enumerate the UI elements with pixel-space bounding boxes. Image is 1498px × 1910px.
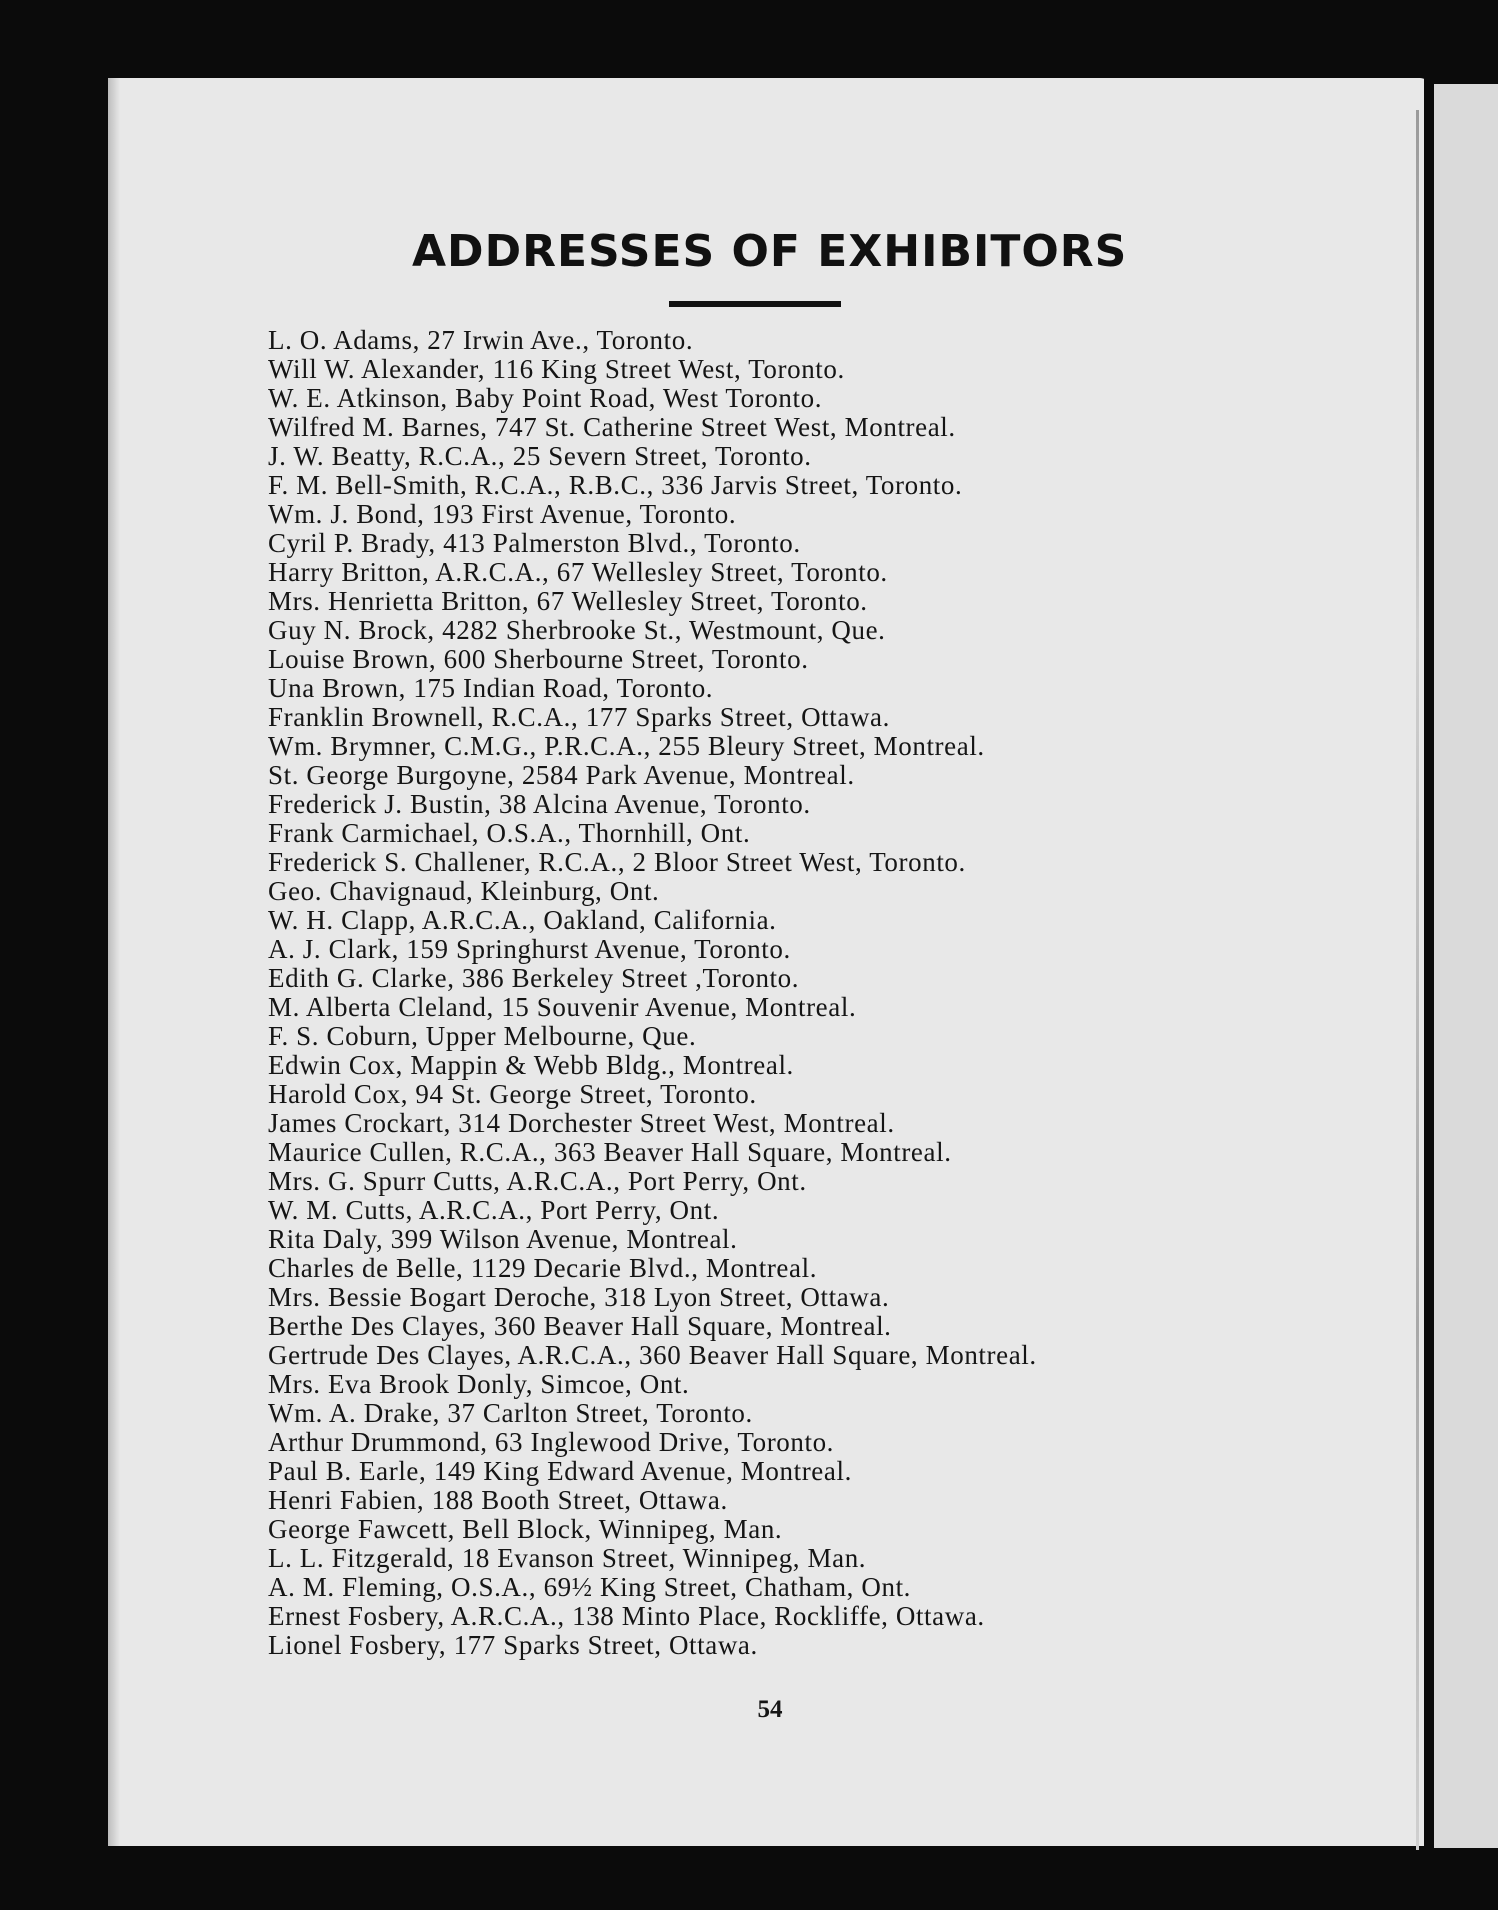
list-item: A. J. Clark, 159 Springhurst Avenue, Toronto.	[268, 934, 791, 964]
list-item: Wilfred M. Barnes, 747 St. Catherine Street West, Montreal.	[268, 412, 956, 442]
list-item: Charles de Belle, 1129 Decarie Blvd., Montreal.	[268, 1253, 818, 1283]
list-item: Maurice Cullen, R.C.A., 363 Beaver Hall Square, Montreal.	[268, 1137, 952, 1167]
list-item: George Fawcett, Bell Block, Winnipeg, Man.	[268, 1514, 783, 1544]
list-item: Mrs. Eva Brook Donly, Simcoe, Ont.	[268, 1369, 690, 1399]
list-item: Guy N. Brock, 4282 Sherbrooke St., Westmount, Que.	[268, 615, 886, 645]
list-item: Louise Brown, 600 Sherbourne Street, Toronto.	[268, 644, 809, 674]
list-item: W. M. Cutts, A.R.C.A., Port Perry, Ont.	[268, 1195, 720, 1225]
list-item: Wm. Brymner, C.M.G., P.R.C.A., 255 Bleury Street, Montreal.	[268, 731, 985, 761]
list-item: Mrs. G. Spurr Cutts, A.R.C.A., Port Perry, Ont.	[268, 1166, 807, 1196]
list-item: Rita Daly, 399 Wilson Avenue, Montreal.	[268, 1224, 738, 1254]
list-item: Arthur Drummond, 63 Inglewood Drive, Toronto.	[268, 1427, 835, 1457]
list-item: Paul B. Earle, 149 King Edward Avenue, Montreal.	[268, 1456, 852, 1486]
list-item: J. W. Beatty, R.C.A., 25 Severn Street, Toronto.	[268, 441, 812, 471]
list-item: A. M. Fleming, O.S.A., 69½ King Street, Chatham, Ont.	[268, 1572, 912, 1602]
list-item: Cyril P. Brady, 413 Palmerston Blvd., Toronto.	[268, 528, 801, 558]
list-item: St. George Burgoyne, 2584 Park Avenue, Montreal.	[268, 760, 855, 790]
list-item: Mrs. Bessie Bogart Deroche, 318 Lyon Street, Ottawa.	[268, 1282, 890, 1312]
page-number: 54	[757, 1696, 783, 1723]
book-gutter	[1424, 70, 1434, 1860]
list-item: Frank Carmichael, O.S.A., Thornhill, Ont.	[268, 818, 751, 848]
list-item: M. Alberta Cleland, 15 Souvenir Avenue, Montreal.	[268, 992, 857, 1022]
list-item: F. S. Coburn, Upper Melbourne, Que.	[268, 1021, 697, 1051]
list-item: L. O. Adams, 27 Irwin Ave., Toronto.	[268, 325, 694, 355]
list-item: Frederick J. Bustin, 38 Alcina Avenue, Toronto.	[268, 789, 811, 819]
list-item: Ernest Fosbery, A.R.C.A., 138 Minto Place, Rockliffe, Ottawa.	[268, 1601, 985, 1631]
list-item: Franklin Brownell, R.C.A., 177 Sparks Street, Ottawa.	[268, 702, 890, 732]
facing-page-edge	[1434, 84, 1498, 1848]
list-item: Gertrude Des Clayes, A.R.C.A., 360 Beaver Hall Square, Montreal.	[268, 1340, 1037, 1370]
list-item: F. M. Bell-Smith, R.C.A., R.B.C., 336 Jarvis Street, Toronto.	[268, 470, 963, 500]
list-item: Mrs. Henrietta Britton, 67 Wellesley Street, Toronto.	[268, 586, 868, 616]
list-item: Una Brown, 175 Indian Road, Toronto.	[268, 673, 714, 703]
list-item: Lionel Fosbery, 177 Sparks Street, Ottawa.	[268, 1630, 758, 1660]
list-item: Harry Britton, A.R.C.A., 67 Wellesley Street, Toronto.	[268, 557, 888, 587]
exhibitor-address-list	[268, 326, 1268, 1660]
list-item: L. L. Fitzgerald, 18 Evanson Street, Winnipeg, Man.	[268, 1543, 867, 1573]
list-item: Wm. J. Bond, 193 First Avenue, Toronto.	[268, 499, 737, 529]
list-item: James Crockart, 314 Dorchester Street West, Montreal.	[268, 1108, 895, 1138]
list-item: Frederick S. Challener, R.C.A., 2 Bloor Street West, Toronto.	[268, 847, 966, 877]
list-item: W. H. Clapp, A.R.C.A., Oakland, California.	[268, 905, 777, 935]
list-item: Edwin Cox, Mappin & Webb Bldg., Montreal.	[268, 1050, 794, 1080]
list-item: W. E. Atkinson, Baby Point Road, West Toronto.	[268, 383, 823, 413]
list-item: Harold Cox, 94 St. George Street, Toronto.	[268, 1079, 757, 1109]
page-edge-shadow	[108, 78, 120, 1846]
page-title: ADDRESSES OF EXHIBITORS	[412, 226, 1128, 277]
list-item: Henri Fabien, 188 Booth Street, Ottawa.	[268, 1485, 728, 1515]
binding-shadow	[1416, 110, 1419, 1850]
list-item: Edith G. Clarke, 386 Berkeley Street ,Toronto.	[268, 963, 800, 993]
title-underline-rule	[669, 301, 841, 307]
list-item: Wm. A. Drake, 37 Carlton Street, Toronto.	[268, 1398, 753, 1428]
list-item: Berthe Des Clayes, 360 Beaver Hall Square, Montreal.	[268, 1311, 892, 1341]
list-item: Will W. Alexander, 116 King Street West, Toronto.	[268, 354, 845, 384]
list-item: Geo. Chavignaud, Kleinburg, Ont.	[268, 876, 660, 906]
